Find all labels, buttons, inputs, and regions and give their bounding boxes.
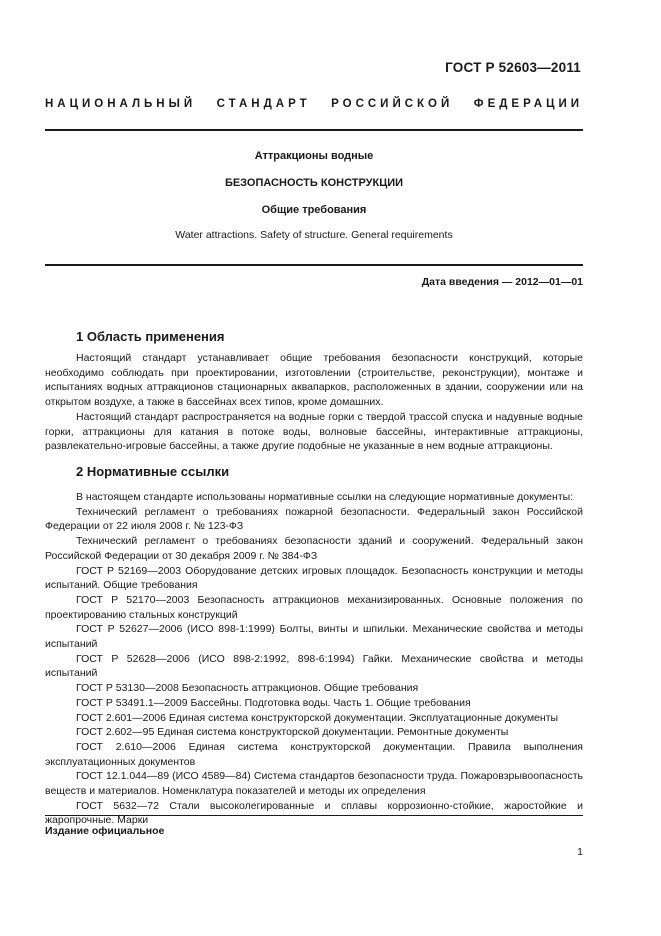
english-title: Water attractions. Safety of structure. General requirements — [175, 229, 453, 241]
section-1-paragraph: Настоящий стандарт устанавливает общие требования безопасности конструкций, которые необходимо соблюдать при проектировании, изготовлении (строительстве, реконструкции), монтаже и испытаниях водных аттракционов стационарных аквапарков, расположенных в здании, сооружении или на открытом воздухе, а также в бассейнах всех типов, кроме домашних. — [45, 352, 583, 409]
reference-item: ГОСТ Р 52169—2003 Оборудование детских игровых площадок. Безопасность конструкции и методы испытаний. Общие требования — [45, 564, 583, 592]
reference-item: Технический регламент о требованиях безопасности зданий и сооружений. Федеральный закон Российской Федерации от 30 декабря 2009 г. № 384-ФЗ — [45, 535, 583, 562]
reference-item: Технический регламент о требованиях пожарной безопасности. Федеральный закон Российской Федерации от 22 июля 2008 г. № 123-ФЗ — [45, 505, 583, 533]
section-1-body — [45, 351, 583, 454]
reference-item: ГОСТ Р 52628—2006 (ИСО 898-2:1992, 898-6:1994) Гайки. Механические свойства и методы испытаний — [45, 652, 583, 680]
page-number: 1 — [577, 846, 583, 858]
reference-item: ГОСТ Р 53491.1—2009 Бассейны. Подготовка воды. Часть 1. Общие требования — [76, 696, 471, 709]
title-line-1: Аттракционы водные — [254, 150, 374, 162]
section-1-paragraph: Настоящий стандарт распространяется на водные горки с твердой трассой спуска и надувные водные горки, аттракционы для катания в потоке воды, волновые бассейны, интерактивные аттракционы, развлекательно-игровые бассейны, а также другие подобные не указанные в нем водные аттракционы. — [45, 410, 583, 453]
section-2-paragraph: В настоящем стандарте использованы нормативные ссылки на следующие нормативные документы: — [76, 491, 574, 503]
national-standard-heading: НАЦИОНАЛЬНЫЙ СТАНДАРТ РОССИЙСКОЙ ФЕДЕРАЦИИ — [45, 98, 583, 110]
introduction-date: Дата введения — 2012—01—01 — [421, 276, 583, 288]
reference-item: ГОСТ 2.601—2006 Единая система конструкторской документации. Эксплуатационные документы — [76, 711, 559, 724]
title-line-2: БЕЗОПАСНОСТЬ КОНСТРУКЦИИ — [224, 177, 404, 189]
footer-divider — [45, 815, 583, 816]
middle-divider — [45, 264, 583, 266]
section-1-title: 1 Область применения — [76, 329, 225, 344]
reference-item: ГОСТ Р 52170—2003 Безопасность аттракционов механизированных. Основные положения по проектированию стальных конструкций — [45, 593, 583, 621]
reference-item: ГОСТ Р 52627—2006 (ИСО 898-1:1999) Болты, винты и шпильки. Механические свойства и методы испытаний — [45, 623, 583, 651]
reference-item: ГОСТ Р 53130—2008 Безопасность аттракционов. Общие требования — [76, 682, 419, 695]
section-2-title: 2 Нормативные ссылки — [76, 464, 230, 479]
section-2-body — [45, 490, 583, 828]
official-edition-label: Издание официальное — [45, 825, 165, 837]
reference-item: ГОСТ 2.610—2006 Единая система конструкторской документации. Правила выполнения эксплуатационных документов — [45, 740, 583, 768]
top-divider — [45, 129, 583, 131]
reference-item: ГОСТ 2.602—95 Единая система конструкторской документации. Ремонтные документы — [76, 726, 509, 739]
title-line-3: Общие требования — [261, 204, 367, 216]
document-number: ГОСТ Р 52603—2011 — [445, 60, 581, 75]
reference-item: ГОСТ 12.1.044—89 (ИСО 4589—84) Система стандартов безопасности труда. Пожаровзрывоопасность веществ и материалов. Номенклатура показателей и методы их определения — [45, 770, 583, 798]
reference-item: ГОСТ 5632—72 Стали высоколегированные и сплавы коррозионно-стойкие, жаростойкие и жаропрочные. Марки — [45, 799, 583, 827]
